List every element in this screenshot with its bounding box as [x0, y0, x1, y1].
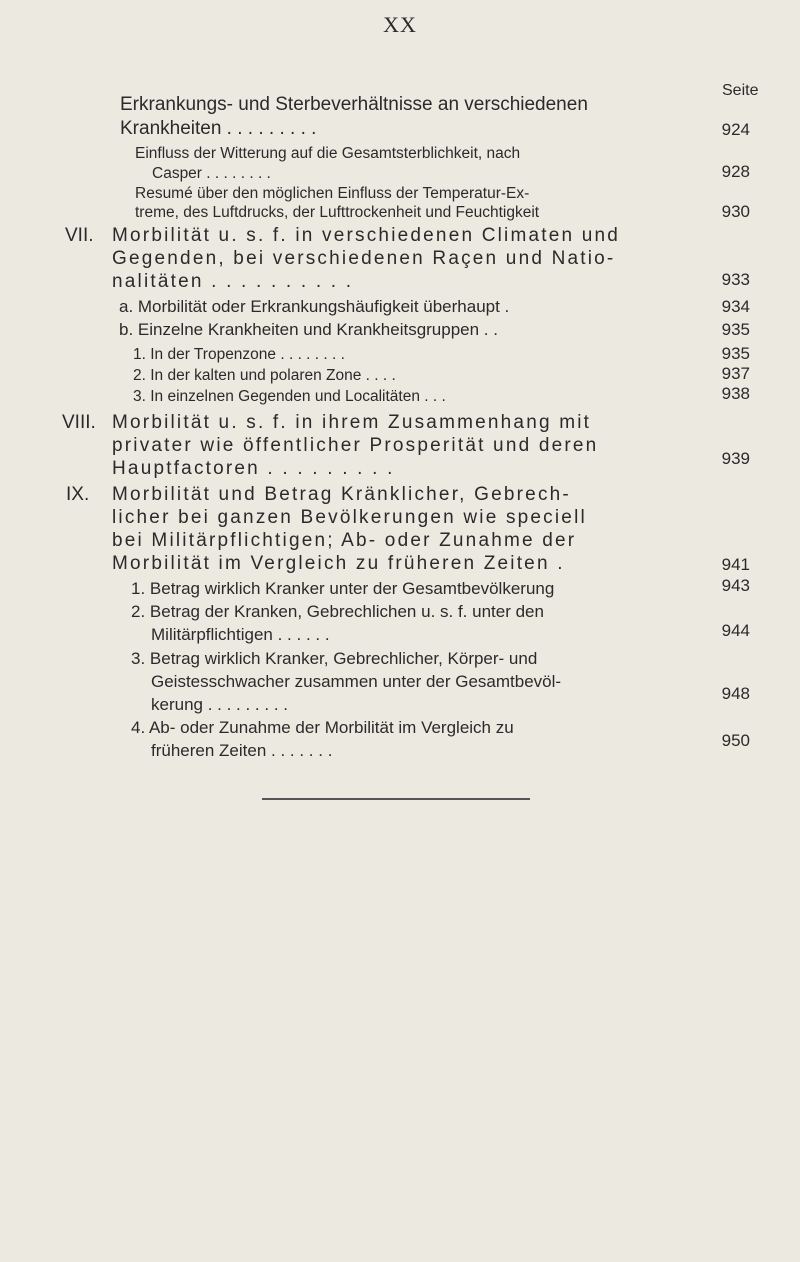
toc-line: Erkrankungs- und Sterbeverhältnisse an verschiedenen — [120, 94, 588, 115]
toc-page-ref: 948 — [721, 684, 750, 703]
toc-line: kerung . . . . . . . . . — [151, 695, 288, 714]
toc-page-ref: 941 — [721, 555, 750, 574]
toc-line: Militärpflichtigen . . . . . . — [151, 625, 330, 644]
toc-line: Morbilität und Betrag Kränklicher, Gebrech- — [112, 484, 571, 505]
section-numeral: IX. — [66, 484, 90, 505]
toc-page-ref: 930 — [721, 202, 750, 221]
toc-line: Einfluss der Witterung auf die Gesamtsterblichkeit, nach — [135, 145, 521, 162]
toc-page-ref: 939 — [721, 449, 750, 468]
toc-line: 1. Betrag wirklich Kranker unter der Gesamtbevölkerung — [131, 579, 555, 598]
toc-page-ref: 938 — [721, 384, 750, 403]
toc-line: Morbilität u. s. f. in ihrem Zusammenhang mit — [112, 412, 592, 433]
toc-page-ref: 935 — [721, 320, 750, 339]
toc-line: a. Morbilität oder Erkrankungshäufigkeit überhaupt . — [119, 297, 510, 316]
toc-line: Gegenden, bei verschiedenen Raçen und Natio- — [112, 248, 616, 269]
toc-line: bei Militärpflichtigen; Ab- oder Zunahme der — [112, 530, 577, 551]
toc-line: privater wie öffentlicher Prosperität und deren — [112, 435, 599, 456]
toc-line: b. Einzelne Krankheiten und Krankheitsgruppen . . — [119, 320, 498, 339]
toc-line: treme, des Luftdrucks, der Lufttrockenheit und Feuchtigkeit — [135, 204, 540, 221]
page-number: XX — [383, 12, 417, 37]
toc-line: 3. Betrag wirklich Kranker, Gebrechlicher, Körper- und — [131, 649, 538, 668]
toc-page-ref: 937 — [721, 364, 750, 383]
toc-line: Resumé über den möglichen Einfluss der Temperatur-Ex- — [135, 185, 530, 202]
seite-column-label: Seite — [722, 82, 759, 99]
toc-line: Geistesschwacher zusammen unter der Gesamtbevöl- — [151, 672, 562, 691]
toc-page-ref: 935 — [721, 344, 750, 363]
toc-line: früheren Zeiten . . . . . . . — [151, 741, 333, 760]
section-numeral: VIII. — [62, 412, 96, 433]
section-divider — [262, 798, 530, 800]
toc-line: nalitäten . . . . . . . . . . — [112, 271, 354, 292]
toc-line: 2. Betrag der Kranken, Gebrechlichen u. s. f. unter den — [131, 602, 544, 621]
toc-line: Morbilität im Vergleich zu früheren Zeiten . — [112, 553, 565, 574]
toc-line: licher bei ganzen Bevölkerungen wie speciell — [112, 507, 587, 528]
toc-line: Hauptfactoren . . . . . . . . . — [112, 458, 395, 479]
toc-page-ref: 933 — [721, 270, 750, 289]
toc-line: 3. In einzelnen Gegenden und Localitäten . . . — [133, 388, 446, 405]
toc-page-ref: 924 — [721, 120, 750, 139]
toc-page-ref: 944 — [721, 621, 750, 640]
toc-line: 1. In der Tropenzone . . . . . . . . — [133, 346, 345, 363]
section-numeral: VII. — [65, 225, 94, 246]
toc-page-ref: 934 — [721, 297, 750, 316]
toc-line: Morbilität u. s. f. in verschiedenen Climaten und — [112, 225, 621, 246]
toc-page-ref: 950 — [721, 731, 750, 750]
toc-page-ref: 928 — [721, 162, 750, 181]
toc-line: Casper . . . . . . . . — [152, 165, 271, 182]
toc-page-ref: 943 — [721, 576, 750, 595]
toc-line: 4. Ab- oder Zunahme der Morbilität im Vergleich zu — [131, 718, 514, 737]
toc-line: 2. In der kalten und polaren Zone . . . . — [133, 367, 396, 384]
toc-line: Krankheiten . . . . . . . . . — [120, 118, 317, 139]
